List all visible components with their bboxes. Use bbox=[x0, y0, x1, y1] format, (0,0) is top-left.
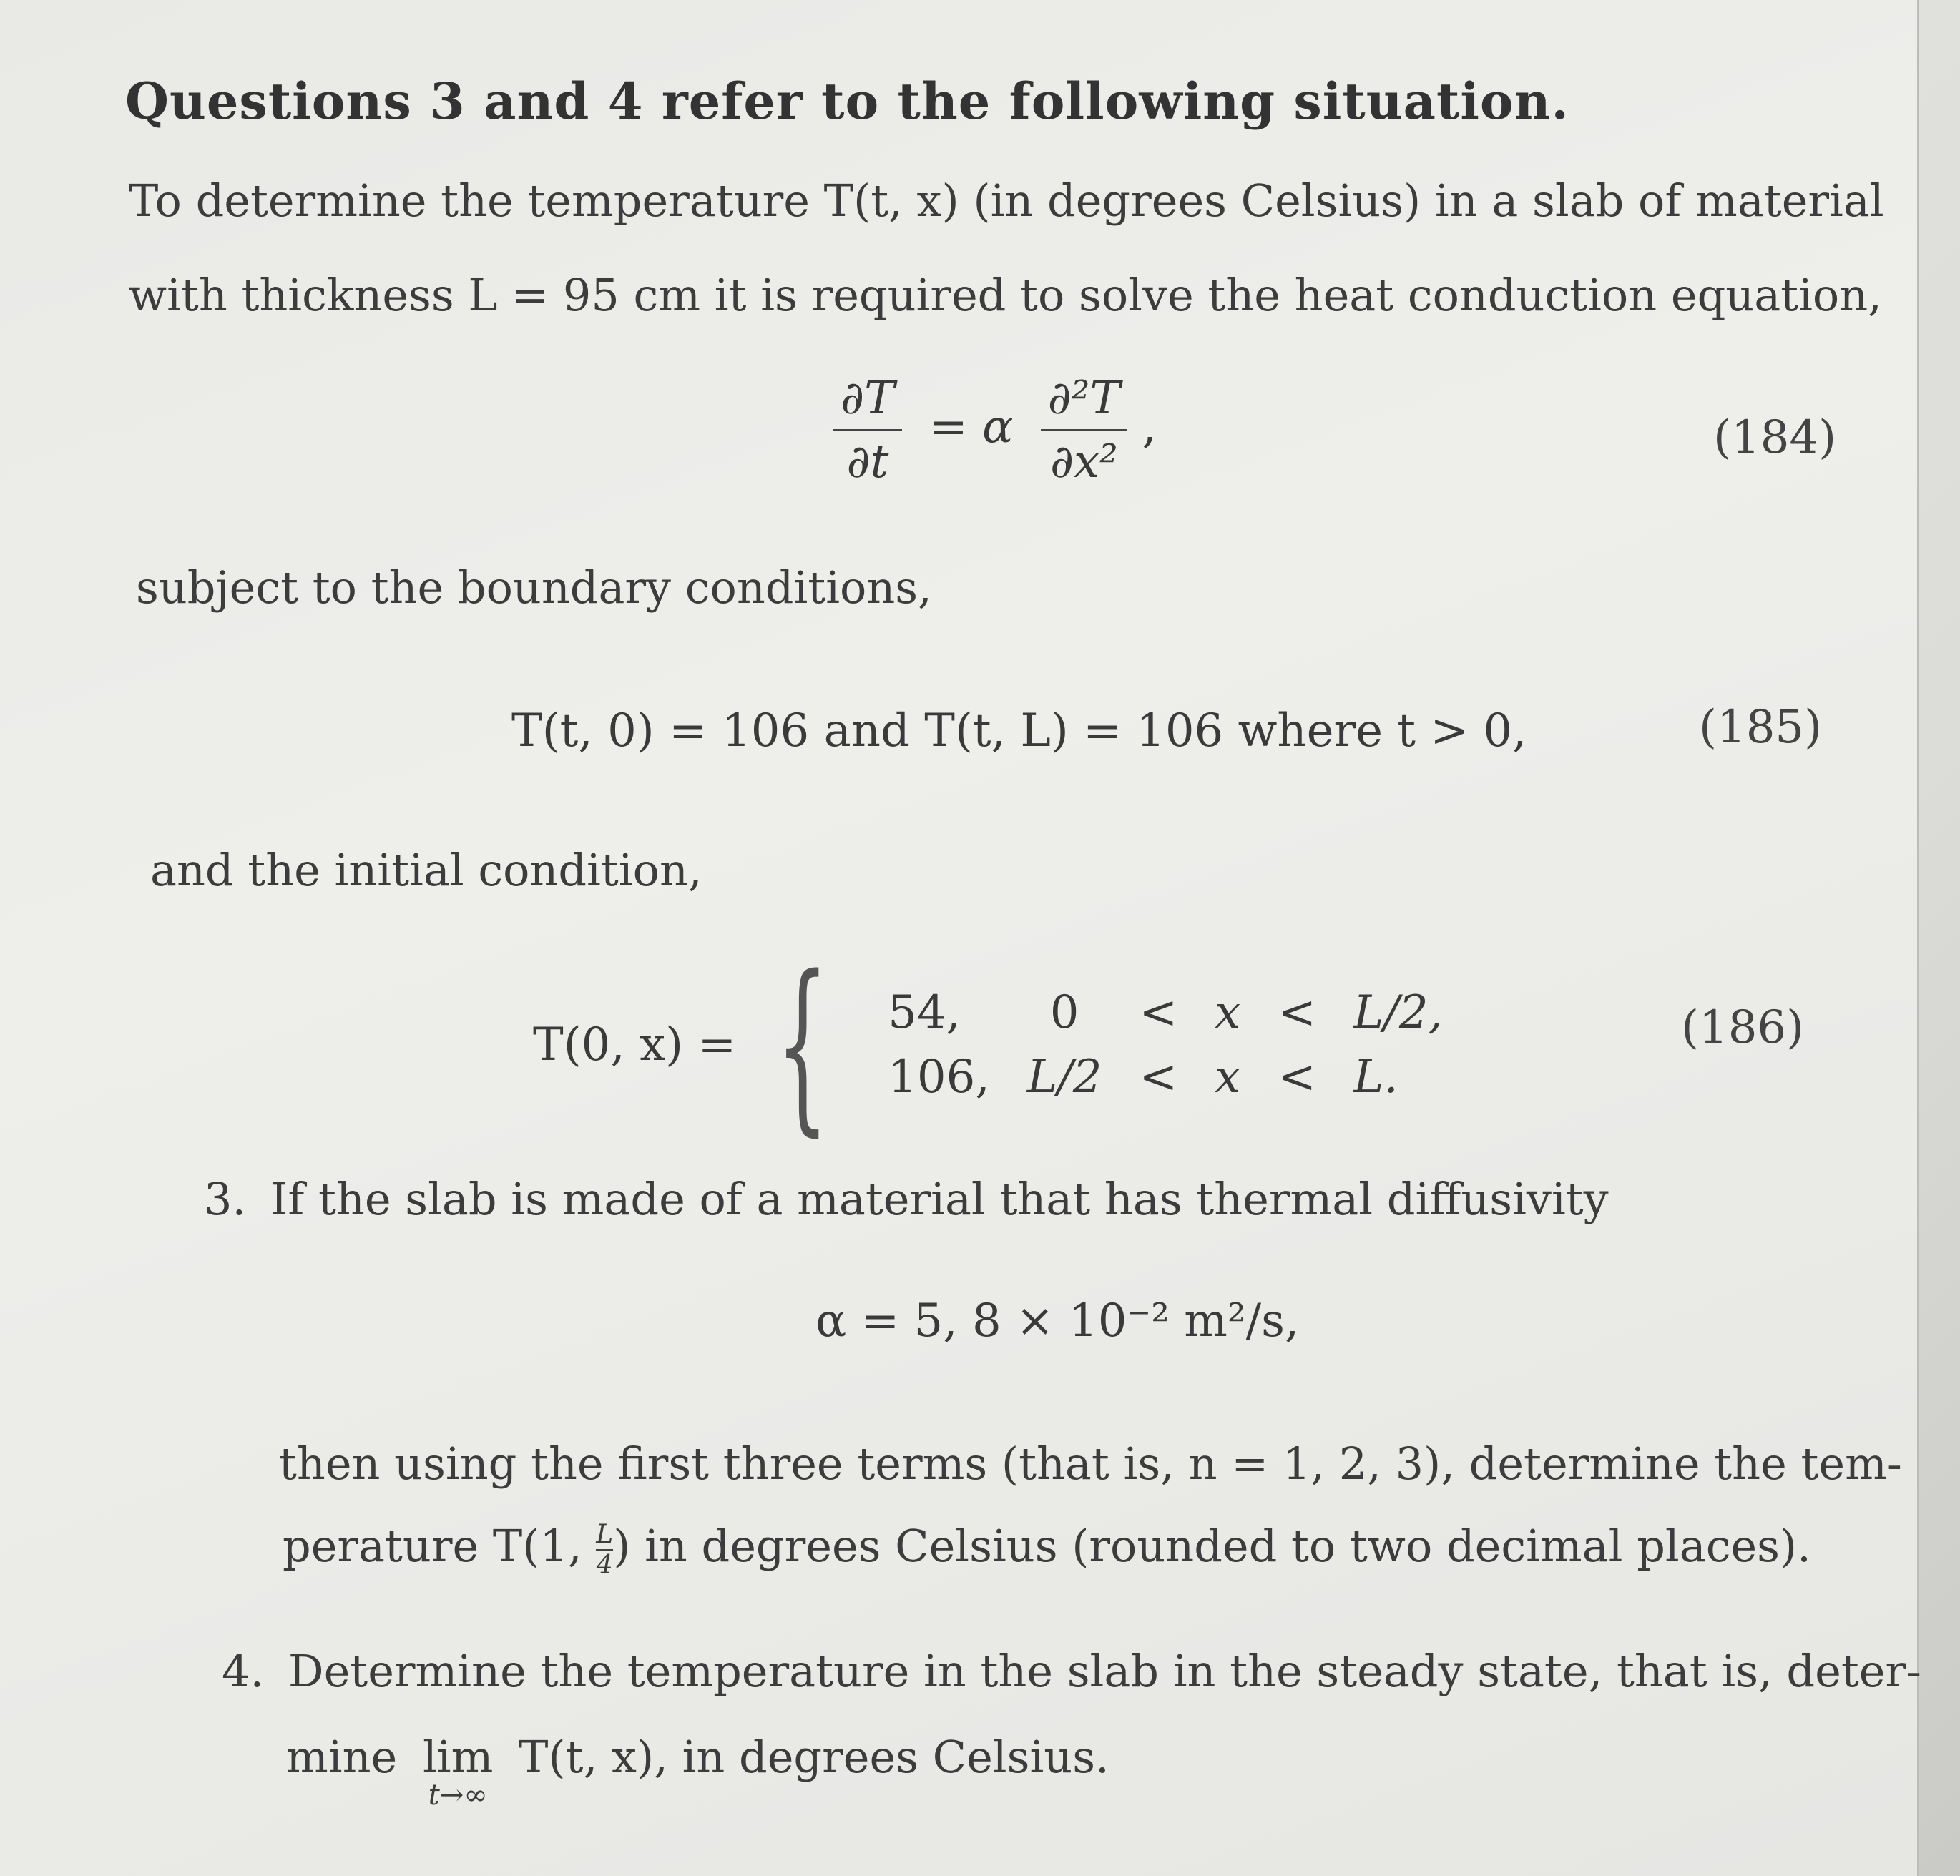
left-brace: { bbox=[775, 937, 830, 1153]
intro-line-1: To determine the temperature T(t, x) (in degrees Celsius) in a slab of material bbox=[129, 175, 1884, 227]
cases-table bbox=[869, 981, 1461, 1109]
case-row-1: 54, 0 < x < L/2, bbox=[888, 986, 1443, 1039]
question-4-label: 4. bbox=[222, 1645, 265, 1697]
alpha-value: α = 5, 8 × 10⁻² m²/s, bbox=[815, 1295, 1300, 1347]
fraction-dT-dt: $\frac{\partial T}{\partial t}$ bbox=[833, 372, 902, 488]
equation-184-tail: , bbox=[1142, 401, 1157, 453]
question-3-label: 3. bbox=[204, 1173, 247, 1225]
question-3-line-1: then using the first three terms (that is, n = 1, 2, 3), determine the tem- bbox=[279, 1438, 1902, 1490]
intro-paragraph bbox=[129, 154, 1888, 343]
question-3-intro bbox=[204, 1173, 1609, 1225]
fraction-L-over-4: $\frac{L}{4}$ bbox=[596, 1520, 614, 1580]
equation-number-184: (184) bbox=[1713, 411, 1837, 464]
equation-185: T(t, 0) = 106 and T(t, L) = 106 where t > 0, bbox=[511, 704, 1527, 757]
question-3-line-2: perature T(1, $\frac{L}{4}$ ) in degrees Celsius (rounded to two decimal places). bbox=[283, 1520, 1811, 1580]
case-row-2: 106, L/2 < x < L. bbox=[888, 1051, 1398, 1104]
boundary-lead-text: subject to the boundary conditions, bbox=[136, 561, 932, 614]
question-3-text: If the slab is made of a material that has thermal diffusivity bbox=[270, 1173, 1609, 1225]
limit-operator: lim t→∞ bbox=[422, 1731, 494, 1812]
equals-alpha: = α bbox=[929, 401, 1014, 453]
fraction-d2T-dx2: $\frac{\text{∂²T}}{\text{∂x²}}$ bbox=[1041, 372, 1127, 488]
equation-number-186: (186) bbox=[1681, 1001, 1805, 1054]
equation-184 bbox=[833, 372, 1157, 488]
initial-condition-lhs: T(0, x) = bbox=[533, 1018, 737, 1071]
equation-186 bbox=[533, 937, 1461, 1153]
equation-number-185: (185) bbox=[1699, 701, 1823, 754]
intro-line-2: with thickness L = 95 cm it is required to solve the heat conduction equation, bbox=[129, 269, 1882, 321]
section-heading: Questions 3 and 4 refer to the following situation. bbox=[125, 72, 1569, 131]
initial-lead-text: and the initial condition, bbox=[150, 844, 702, 896]
question-4-line-2: mine lim t→∞ T(t, x), in degrees Celsius. bbox=[286, 1731, 1109, 1812]
question-4-line-1: 4. Determine the temperature in the slab in the steady state, that is, deter- bbox=[222, 1645, 1922, 1697]
